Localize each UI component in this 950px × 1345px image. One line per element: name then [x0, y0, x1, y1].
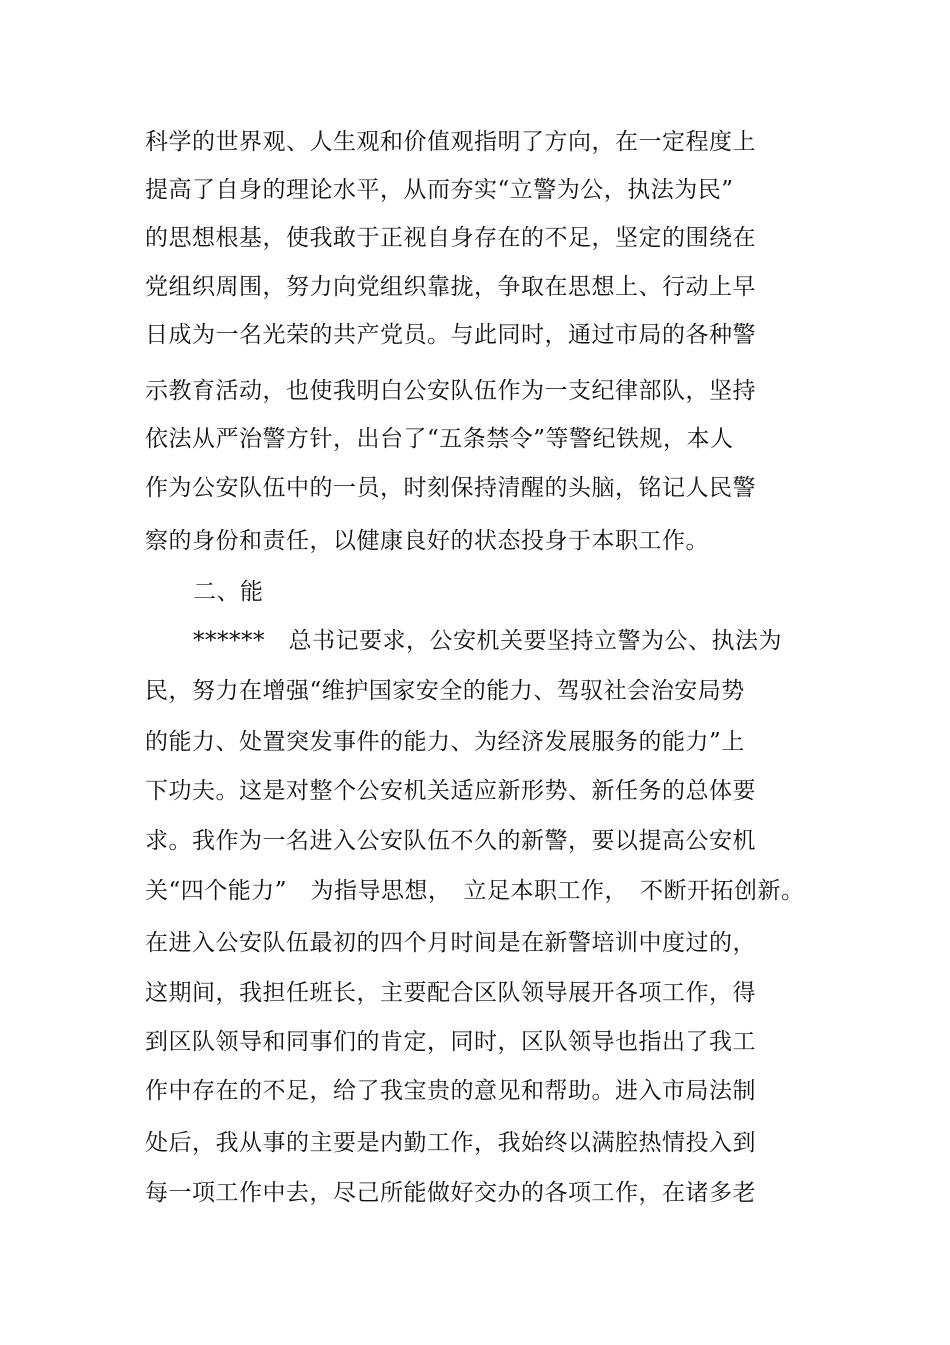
text-line-9: 察的身份和责任，以健康良好的状态投身于本职工作。 — [145, 528, 709, 554]
text-line-12: 民，努力在增强“维护国家安全的能力、驾驭社会治安局势 — [145, 678, 745, 704]
text-line-22: 每一项工作中去，尽己所能做好交办的各项工作，在诸多老 — [145, 1180, 756, 1206]
text-line-1: 科学的世界观、人生观和价值观指明了方向，在一定程度上 — [145, 129, 756, 155]
text-line-5: 日成为一名光荣的共产党员。与此同时，通过市局的各种警 — [145, 322, 756, 348]
text-line-7: 依法从严治警方针，出台了“五条禁令”等警纪铁规，本人 — [145, 426, 734, 452]
text-line-21: 处后，我从事的主要是内勤工作，我始终以满腔热情投入到 — [145, 1130, 756, 1156]
text-line-11: ****** 总书记要求，公安机关要坚持立警为公、执法为 — [193, 628, 782, 654]
text-line-4: 党组织周围，努力向党组织靠拢，争取在思想上、行动上早 — [145, 274, 756, 300]
text-line-2: 提高了自身的理论水平，从而夯实“立警为公，执法为民” — [145, 177, 734, 203]
text-line-19: 到区队领导和同事们的肯定，同时，区队领导也指出了我工 — [145, 1029, 756, 1055]
text-line-8: 作为公安队伍中的一员，时刻保持清醒的头脑，铭记人民警 — [145, 475, 756, 501]
text-line-18: 这期间，我担任班长，主要配合区队领导展开各项工作，得 — [145, 980, 756, 1006]
text-line-17: 在进入公安队伍最初的四个月时间是在新警培训中度过的， — [145, 930, 756, 956]
text-line-16: 关“四个能力” 为指导思想， 立足本职工作， 不断开拓创新。 — [145, 878, 805, 904]
text-line-20: 作中存在的不足，给了我宝贵的意见和帮助。进入市局法制 — [145, 1078, 756, 1104]
text-line-15: 求。我作为一名进入公安队伍不久的新警，要以提高公安机 — [145, 828, 756, 854]
text-line-3: 的思想根基，使我敢于正视自身存在的不足，坚定的围绕在 — [145, 225, 756, 251]
text-line-6: 示教育活动，也使我明白公安队伍作为一支纪律部队，坚持 — [145, 378, 756, 404]
text-line-13: 的能力、处置突发事件的能力、为经济发展服务的能力”上 — [145, 729, 745, 755]
text-line-14: 下功夫。这是对整个公安机关适应新形势、新任务的总体要 — [145, 778, 756, 804]
section-heading: 二、能 — [193, 579, 264, 605]
